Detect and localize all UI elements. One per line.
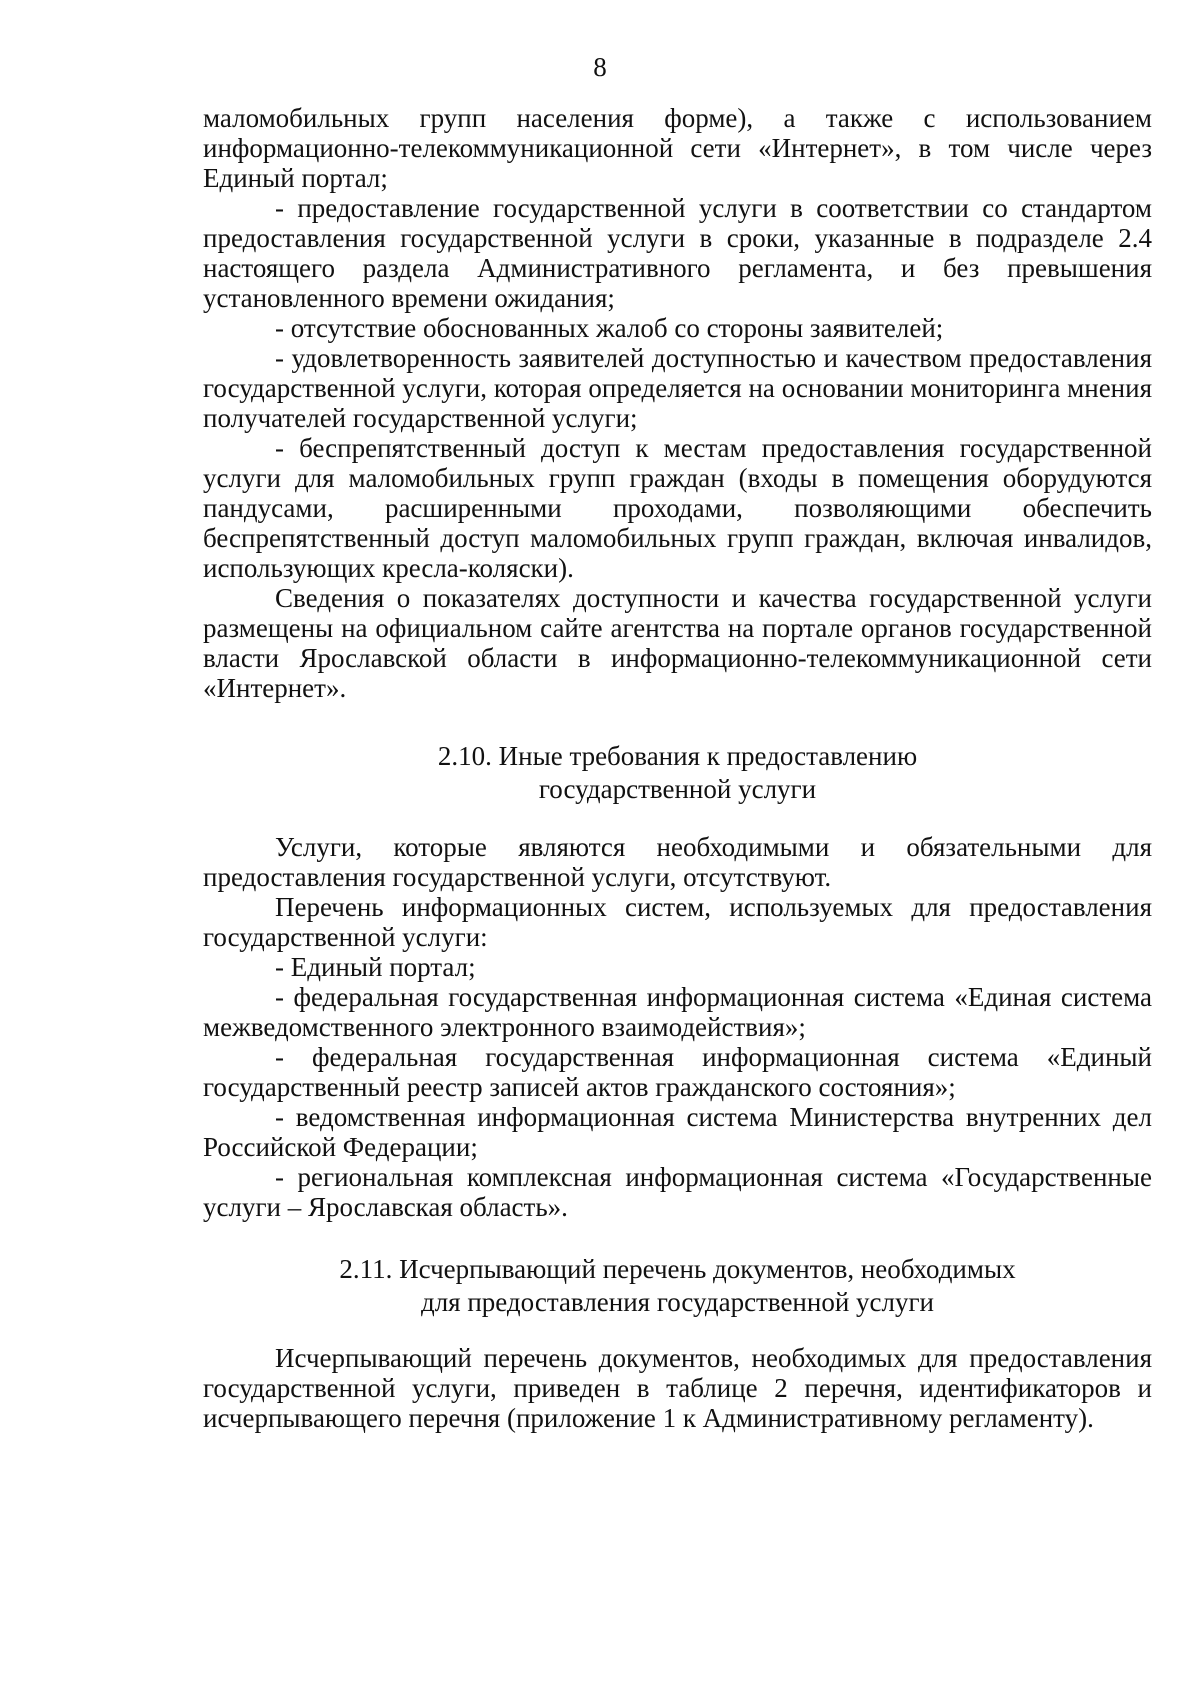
page-number: 8 [593,52,607,82]
section-heading-2-11 [203,1253,1152,1319]
accessibility-criteria-section [203,103,1152,703]
paragraph: Исчерпывающий перечень документов, необходимых для предоставления государственной услуги, приведен в таблице 2 перечня, идентификаторов и исчерпывающего перечня (приложение 1 к Административному регламенту). [203,1343,1152,1433]
list-item: - федеральная государственная информационная система «Единая система межведомственного электронного взаимодействия»; [203,982,1152,1042]
heading-line: 2.11. Исчерпывающий перечень документов, необходимых [339,1254,1016,1284]
list-item: - отсутствие обоснованных жалоб со стороны заявителей; [275,313,944,343]
list-item: - беспрепятственный доступ к местам предоставления государственной услуги для маломобильных групп граждан (входы в помещения оборудуются пандусами, расширенными проходами, позволяющими обеспечить беспрепятственный доступ маломобильных групп граждан, включая инвалидов, использующих кресла-коляски). [203,433,1152,583]
list-item: - Единый портал; [275,952,476,982]
list-item: - предоставление государственной услуги в соответствии со стандартом предоставления государственной услуги в сроки, указанные в подразделе 2.4 настоящего раздела Административного регламента, и без превышения установленного времени ожидания; [203,193,1152,313]
paragraph: Сведения о показателях доступности и качества государственной услуги размещены на официальном сайте агентства на портале органов государственной власти Ярославской области в информационно-телекоммуникационной сети «Интернет». [203,583,1152,703]
list-item: - региональная комплексная информационная система «Государственные услуги – Ярославская область». [203,1162,1152,1222]
list-item: - ведомственная информационная система Министерства внутренних дел Российской Федерации; [203,1102,1152,1162]
paragraph: Услуги, которые являются необходимыми и обязательными для предоставления государственной услуги, отсутствуют. [203,832,1152,892]
heading-line: для предоставления государственной услуги [420,1287,935,1317]
section-heading-2-10 [203,740,1152,806]
paragraph: Перечень информационных систем, используемых для предоставления государственной услуги: [203,892,1152,952]
list-item: - удовлетворенность заявителей доступностью и качеством предоставления государственной услуги, которая определяется на основании мониторинга мнения получателей государственной услуги; [203,343,1152,433]
heading-line: государственной услуги [538,774,817,804]
list-item: - федеральная государственная информационная система «Единый государственный реестр записей актов гражданского состояния»; [203,1042,1152,1102]
documents-list-section [203,1343,1152,1433]
other-requirements-section [203,832,1152,1222]
heading-line: 2.10. Иные требования к предоставлению [437,741,918,771]
paragraph: маломобильных групп населения форме), а также с использованием информационно-телекоммуникационной сети «Интернет», в том числе через Единый портал; [203,103,1152,193]
